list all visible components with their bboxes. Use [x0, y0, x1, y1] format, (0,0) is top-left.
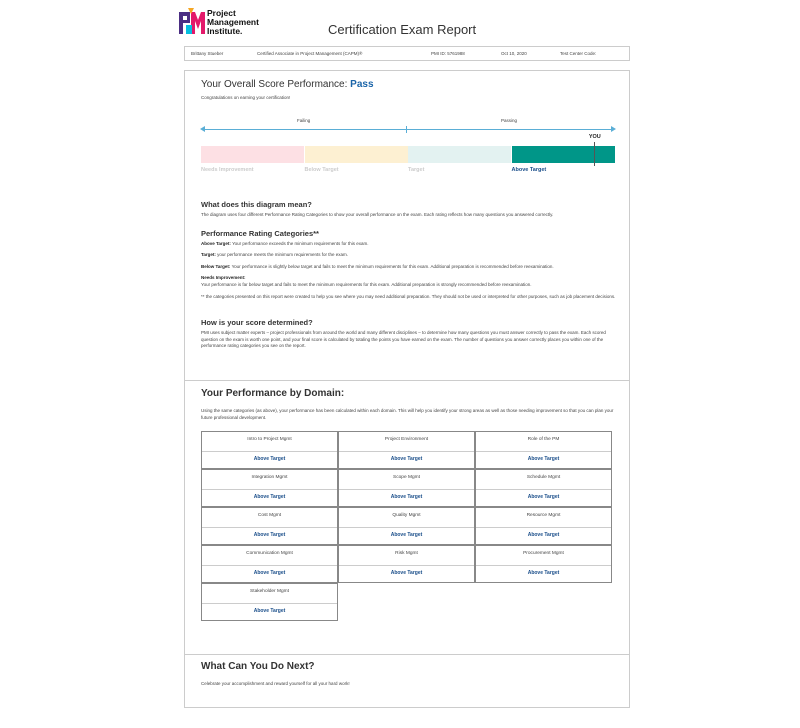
- domain-rating: Above Target: [390, 532, 423, 538]
- domain-intro-text: Using the same categories (as above), your performance has been calculated within each domain. This will help you identify your strong areas as well as those needing improvement so that you can plan your future professional development.: [201, 408, 614, 420]
- domain-name: Integration Mgmt: [202, 475, 337, 490]
- diagram-heading: What does this diagram mean?: [201, 200, 312, 209]
- domain-rating: Above Target: [527, 570, 560, 576]
- you-marker: [594, 142, 595, 166]
- domain-name: Risk Mgmt: [339, 551, 474, 566]
- category-above-target: Above Target: Your performance exceeds the minimum requirements for this exam.: [201, 241, 369, 246]
- you-label: YOU: [588, 134, 601, 140]
- domain-name: Role of the PM: [476, 437, 611, 452]
- domain-name: Intro to Project Mgmt: [202, 437, 337, 452]
- pmi-logo: [178, 8, 268, 38]
- test-center-code: Test Center Code:: [560, 51, 597, 56]
- domain-name: Schedule Mgmt: [476, 475, 611, 490]
- domain-rating: Above Target: [390, 570, 423, 576]
- domain-cell: [201, 545, 338, 583]
- passing-label: Passing: [501, 118, 518, 123]
- domain-cell: [338, 507, 475, 545]
- scale-label-needs-improvement: Needs Improvement: [201, 167, 254, 173]
- scale-segment-needs-improvement: [201, 146, 304, 163]
- next-steps-section: [184, 654, 630, 708]
- overall-score-title: Your Overall Score Performance: Pass: [201, 79, 374, 90]
- domain-rating: Above Target: [253, 456, 286, 462]
- candidate-name: Brittany Stueber: [191, 51, 224, 56]
- domain-performance-section: [184, 380, 630, 654]
- next-text: Celebrate your accomplishment and reward yourself for all your hard work!: [201, 681, 350, 686]
- domain-name: Resource Mgmt: [476, 513, 611, 528]
- arrow-right-icon: [611, 126, 616, 132]
- domain-cell: [475, 469, 612, 507]
- domain-rating: Above Target: [390, 494, 423, 500]
- domain-rating: Above Target: [253, 494, 286, 500]
- pmi-logo-mark-icon: [178, 8, 206, 38]
- domain-name: Cost Mgmt: [202, 513, 337, 528]
- domain-name: Communication Mgmt: [202, 551, 337, 566]
- domain-rating: Above Target: [527, 494, 560, 500]
- pass-fail-axis: [203, 129, 613, 130]
- scale-label-target: Target: [408, 167, 425, 173]
- domain-cell: [338, 431, 475, 469]
- score-heading: How is your score determined?: [201, 318, 313, 327]
- domain-heading: Your Performance by Domain:: [201, 388, 345, 399]
- category-below-target: Below Target: Your performance is slightly below target and fails to meet the minimum requirements for this exam. Additional preparation is recommended before reexamination.: [201, 264, 554, 269]
- categories-footnote: ** the categories presented on this report were created to help you see where you may need additional preparation. They should not be used or interpreted for other purposes, such as job placement decisions.: [201, 294, 616, 299]
- candidate-info-bar: [184, 46, 630, 61]
- category-needs-improvement: Needs Improvement:: [201, 275, 246, 280]
- score-text: PMI uses subject matter experts – project professionals from around the world and many different disciplines – to determine how many questions you must answer correctly to pass the exam. Each scored question on the exam is worth one point, and your final score is calculated by totaling the points you have earned on the exam. The number of questions you answer correctly places you within one of the performance rating categories you see on the report.: [201, 330, 606, 348]
- result-badge: Pass: [350, 79, 374, 90]
- domain-cell: [201, 431, 338, 469]
- domain-cell: [338, 545, 475, 583]
- domain-rating: Above Target: [253, 532, 286, 538]
- next-heading: What Can You Do Next?: [201, 661, 315, 672]
- report-header: [178, 6, 630, 44]
- domain-name: Procurement Mgmt: [476, 551, 611, 566]
- diagram-text: The diagram uses four different Performance Rating Categories to show your overall performance on the exam. Each rating reflects how many questions you answered correctly.: [201, 212, 554, 217]
- scale-segment-target: [408, 146, 511, 163]
- certification-name: Certified Associate in Project Management (CAPM)®: [257, 51, 363, 56]
- domain-cell: [201, 469, 338, 507]
- categories-heading: Performance Rating Categories**: [201, 229, 319, 238]
- domain-cell: [201, 583, 338, 621]
- category-needs-improvement-text: Your performance is far below target and fails to meet the minimum requirements for this exam. Additional preparation is strongly recommended before reexamination.: [201, 282, 532, 287]
- domain-name: Quality Mgmt: [339, 513, 474, 528]
- domain-name: Stakeholder Mgmt: [202, 589, 337, 604]
- domain-cell: [475, 431, 612, 469]
- scale-label-above-target: Above Target: [511, 167, 547, 173]
- scale-segment-above-target: [512, 146, 615, 163]
- congrats-text: Congratulations on earning your certification!: [201, 95, 291, 100]
- pmi-logo-text: Project Management Institute.: [207, 8, 259, 36]
- pmi-id: PMI ID: 5761988: [431, 51, 465, 56]
- domain-cell: [201, 507, 338, 545]
- scale-label-below-target: Below Target: [304, 167, 339, 173]
- domain-rating: Above Target: [527, 532, 560, 538]
- domain-cell: [475, 507, 612, 545]
- scale-segment-below-target: [305, 146, 408, 163]
- domain-cell: [475, 545, 612, 583]
- exam-date: Oct 10, 2020: [501, 51, 527, 56]
- domain-name: Project Environment: [339, 437, 474, 452]
- overall-performance-section: [184, 70, 630, 380]
- failing-label: Failing: [297, 118, 311, 123]
- category-target: Target: your performance meets the minimum requirements for the exam.: [201, 252, 348, 257]
- domain-rating: Above Target: [253, 608, 286, 614]
- pass-fail-divider: [406, 126, 407, 133]
- domain-cell: [338, 469, 475, 507]
- domain-name: Scope Mgmt: [339, 475, 474, 490]
- domain-rating: Above Target: [253, 570, 286, 576]
- domain-rating: Above Target: [527, 456, 560, 462]
- page-title: Certification Exam Report: [328, 22, 477, 37]
- domain-rating: Above Target: [390, 456, 423, 462]
